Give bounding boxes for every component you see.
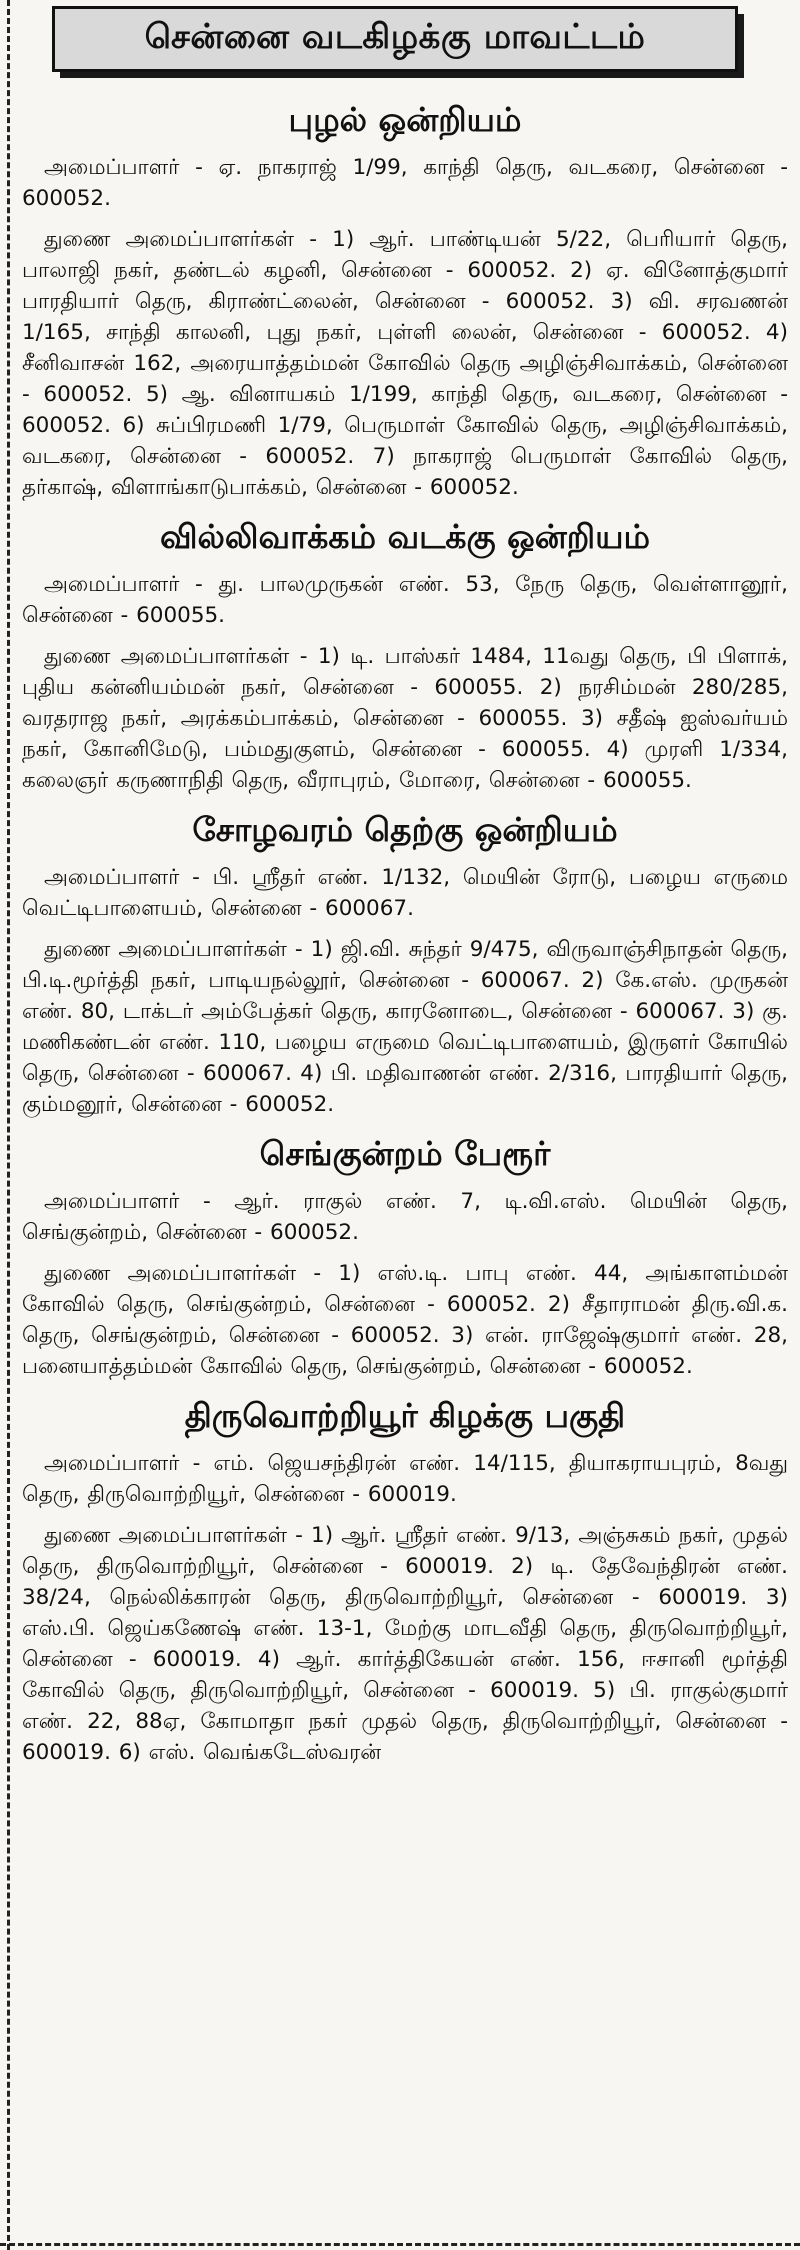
banner-box xyxy=(52,6,738,72)
section-cholavaram-south xyxy=(22,810,788,1120)
section-title: செங்குன்றம் பேரூர் xyxy=(259,1134,551,1173)
section-villivakkam-north xyxy=(22,517,788,796)
organizer-paragraph: அமைப்பாளர் - எம். ஜெயசந்திரன் எண். 14/115, தியாகராயபுரம், 8வது தெரு, திருவொற்றியூர், சென்னை - 600019. xyxy=(22,1451,788,1507)
section-title: புழல் ஒன்றியம் xyxy=(288,100,522,139)
section-puzhal xyxy=(22,100,788,503)
district-banner xyxy=(52,6,752,86)
organizer-paragraph: அமைப்பாளர் - ஏ. நாகராஜ் 1/99, காந்தி தெரு, வடகரை, சென்னை - 600052. xyxy=(22,155,788,211)
deputies-paragraph: துணை அமைப்பாளர்கள் - 1) எஸ்.டி. பாபு எண். 44, அங்காளம்மன் கோவில் தெரு, செங்குன்றம், சென்னை - 600052. 2) சீதாராமன் திரு.வி.க. தெரு, செங்குன்றம், சென்னை - 600052. 3) என். ராஜேஷ்குமார் எண். 28, பனையாத்தம்மன் கோவில் தெரு, செங்குன்றம், சென்னை - 600052. xyxy=(22,1261,788,1379)
section-title: சோழவரம் தெற்கு ஒன்றியம் xyxy=(192,810,618,849)
district-title: சென்னை வடகிழக்கு மாவட்டம் xyxy=(144,17,646,57)
article-column xyxy=(22,6,788,1768)
organizer-paragraph: அமைப்பாளர் - ஆர். ராகுல் எண். 7, டி.வி.எஸ். மெயின் தெரு, செங்குன்றம், சென்னை - 600052. xyxy=(22,1189,788,1245)
dashed-cut-line-left xyxy=(7,0,10,2250)
section-thiruvottiyur-east xyxy=(22,1396,788,1768)
organizer-paragraph: அமைப்பாளர் - து. பாலமுருகன் எண். 53, நேரு தெரு, வெள்ளானூர், சென்னை - 600055. xyxy=(22,572,788,628)
section-title: திருவொற்றியூர் கிழக்கு பகுதி xyxy=(184,1396,626,1435)
dashed-cut-line-bottom xyxy=(0,2243,800,2246)
section-title: வில்லிவாக்கம் வடக்கு ஒன்றியம் xyxy=(159,517,651,556)
section-sengundram xyxy=(22,1134,788,1382)
deputies-paragraph: துணை அமைப்பாளர்கள் - 1) ஆர். பாண்டியன் 5/22, பெரியார் தெரு, பாலாஜி நகர், தண்டல் கழனி, சென்னை - 600052. 2) ஏ. வினோத்குமார் பாரதியார் தெரு, கிராண்ட்லைன், சென்னை - 600052. 3) வி. சரவணன் 1/165, சாந்தி காலனி, புது நகர், புள்ளி லைன், சென்னை - 600052. 4) சீனிவாசன் 162, அரையாத்தம்மன் கோவில் தெரு அழிஞ்சிவாக்கம், சென்னை - 600052. 5) ஆ. வினாயகம் 1/199, காந்தி தெரு, வடகரை, சென்னை - 600052. 6) சுப்பிரமணி 1/79, பெருமாள் கோவில் தெரு, அழிஞ்சிவாக்கம், வடகரை, சென்னை - 600052. 7) நாகராஜ் பெருமாள் கோவில் தெரு, தர்காஷ், விளாங்காடுபாக்கம், சென்னை - 600052. xyxy=(22,227,788,500)
deputies-paragraph: துணை அமைப்பாளர்கள் - 1) ஆர். ஸ்ரீதர் எண். 9/13, அஞ்சுகம் நகர், முதல் தெரு, திருவொற்றியூர், சென்னை - 600019. 2) டி. தேவேந்திரன் எண். 38/24, நெல்லிக்காரன் தெரு, திருவொற்றியூர், சென்னை - 600019. 3) எஸ்.பி. ஜெய்கணேஷ் எண். 13-1, மேற்கு மாடவீதி தெரு, திருவொற்றியூர், சென்னை - 600019. 4) ஆர். கார்த்திகேயன் எண். 156, ஈசானி மூர்த்தி கோவில் தெரு, திருவொற்றியூர், சென்னை - 600019. 5) பி. ராகுல்குமார் எண். 22, 88ஏ, கோமாதா நகர் முதல் தெரு, திருவொற்றியூர், சென்னை - 600019. 6) எஸ். வெங்கடேஸ்வரன் xyxy=(22,1523,788,1765)
deputies-paragraph: துணை அமைப்பாளர்கள் - 1) டி. பாஸ்கர் 1484, 11வது தெரு, பி பிளாக், புதிய கன்னியம்மன் நகர், சென்னை - 600055. 2) நரசிம்மன் 280/285, வரதராஜ நகர், அரக்கம்பாக்கம், சென்னை - 600055. 3) சதீஷ் ஐஸ்வர்யம் நகர், கோனிமேடு, பம்மதுகுளம், சென்னை - 600055. 4) முரளி 1/334, கலைஞர் கருணாநிதி தெரு, வீராபுரம், மோரை, சென்னை - 600055. xyxy=(22,644,788,793)
deputies-paragraph: துணை அமைப்பாளர்கள் - 1) ஜி.வி. சுந்தர் 9/475, விருவாஞ்சிநாதன் தெரு, பி.டி.மூர்த்தி நகர், பாடியநல்லூர், சென்னை - 600067. 2) கே.எஸ். முருகன் எண். 80, டாக்டர் அம்பேத்கர் தெரு, காரனோடை, சென்னை - 600067. 3) கு. மணிகண்டன் எண். 110, பழைய எருமை வெட்டிபாளையம், இருளர் கோயில் தெரு, சென்னை - 600067. 4) பி. மதிவாணன் எண். 2/316, பாரதியார் தெரு, கும்மனூர், சென்னை - 600052. xyxy=(22,937,788,1117)
organizer-paragraph: அமைப்பாளர் - பி. ஸ்ரீதர் எண். 1/132, மெயின் ரோடு, பழைய எருமை வெட்டிபாளையம், சென்னை - 600067. xyxy=(22,865,788,921)
